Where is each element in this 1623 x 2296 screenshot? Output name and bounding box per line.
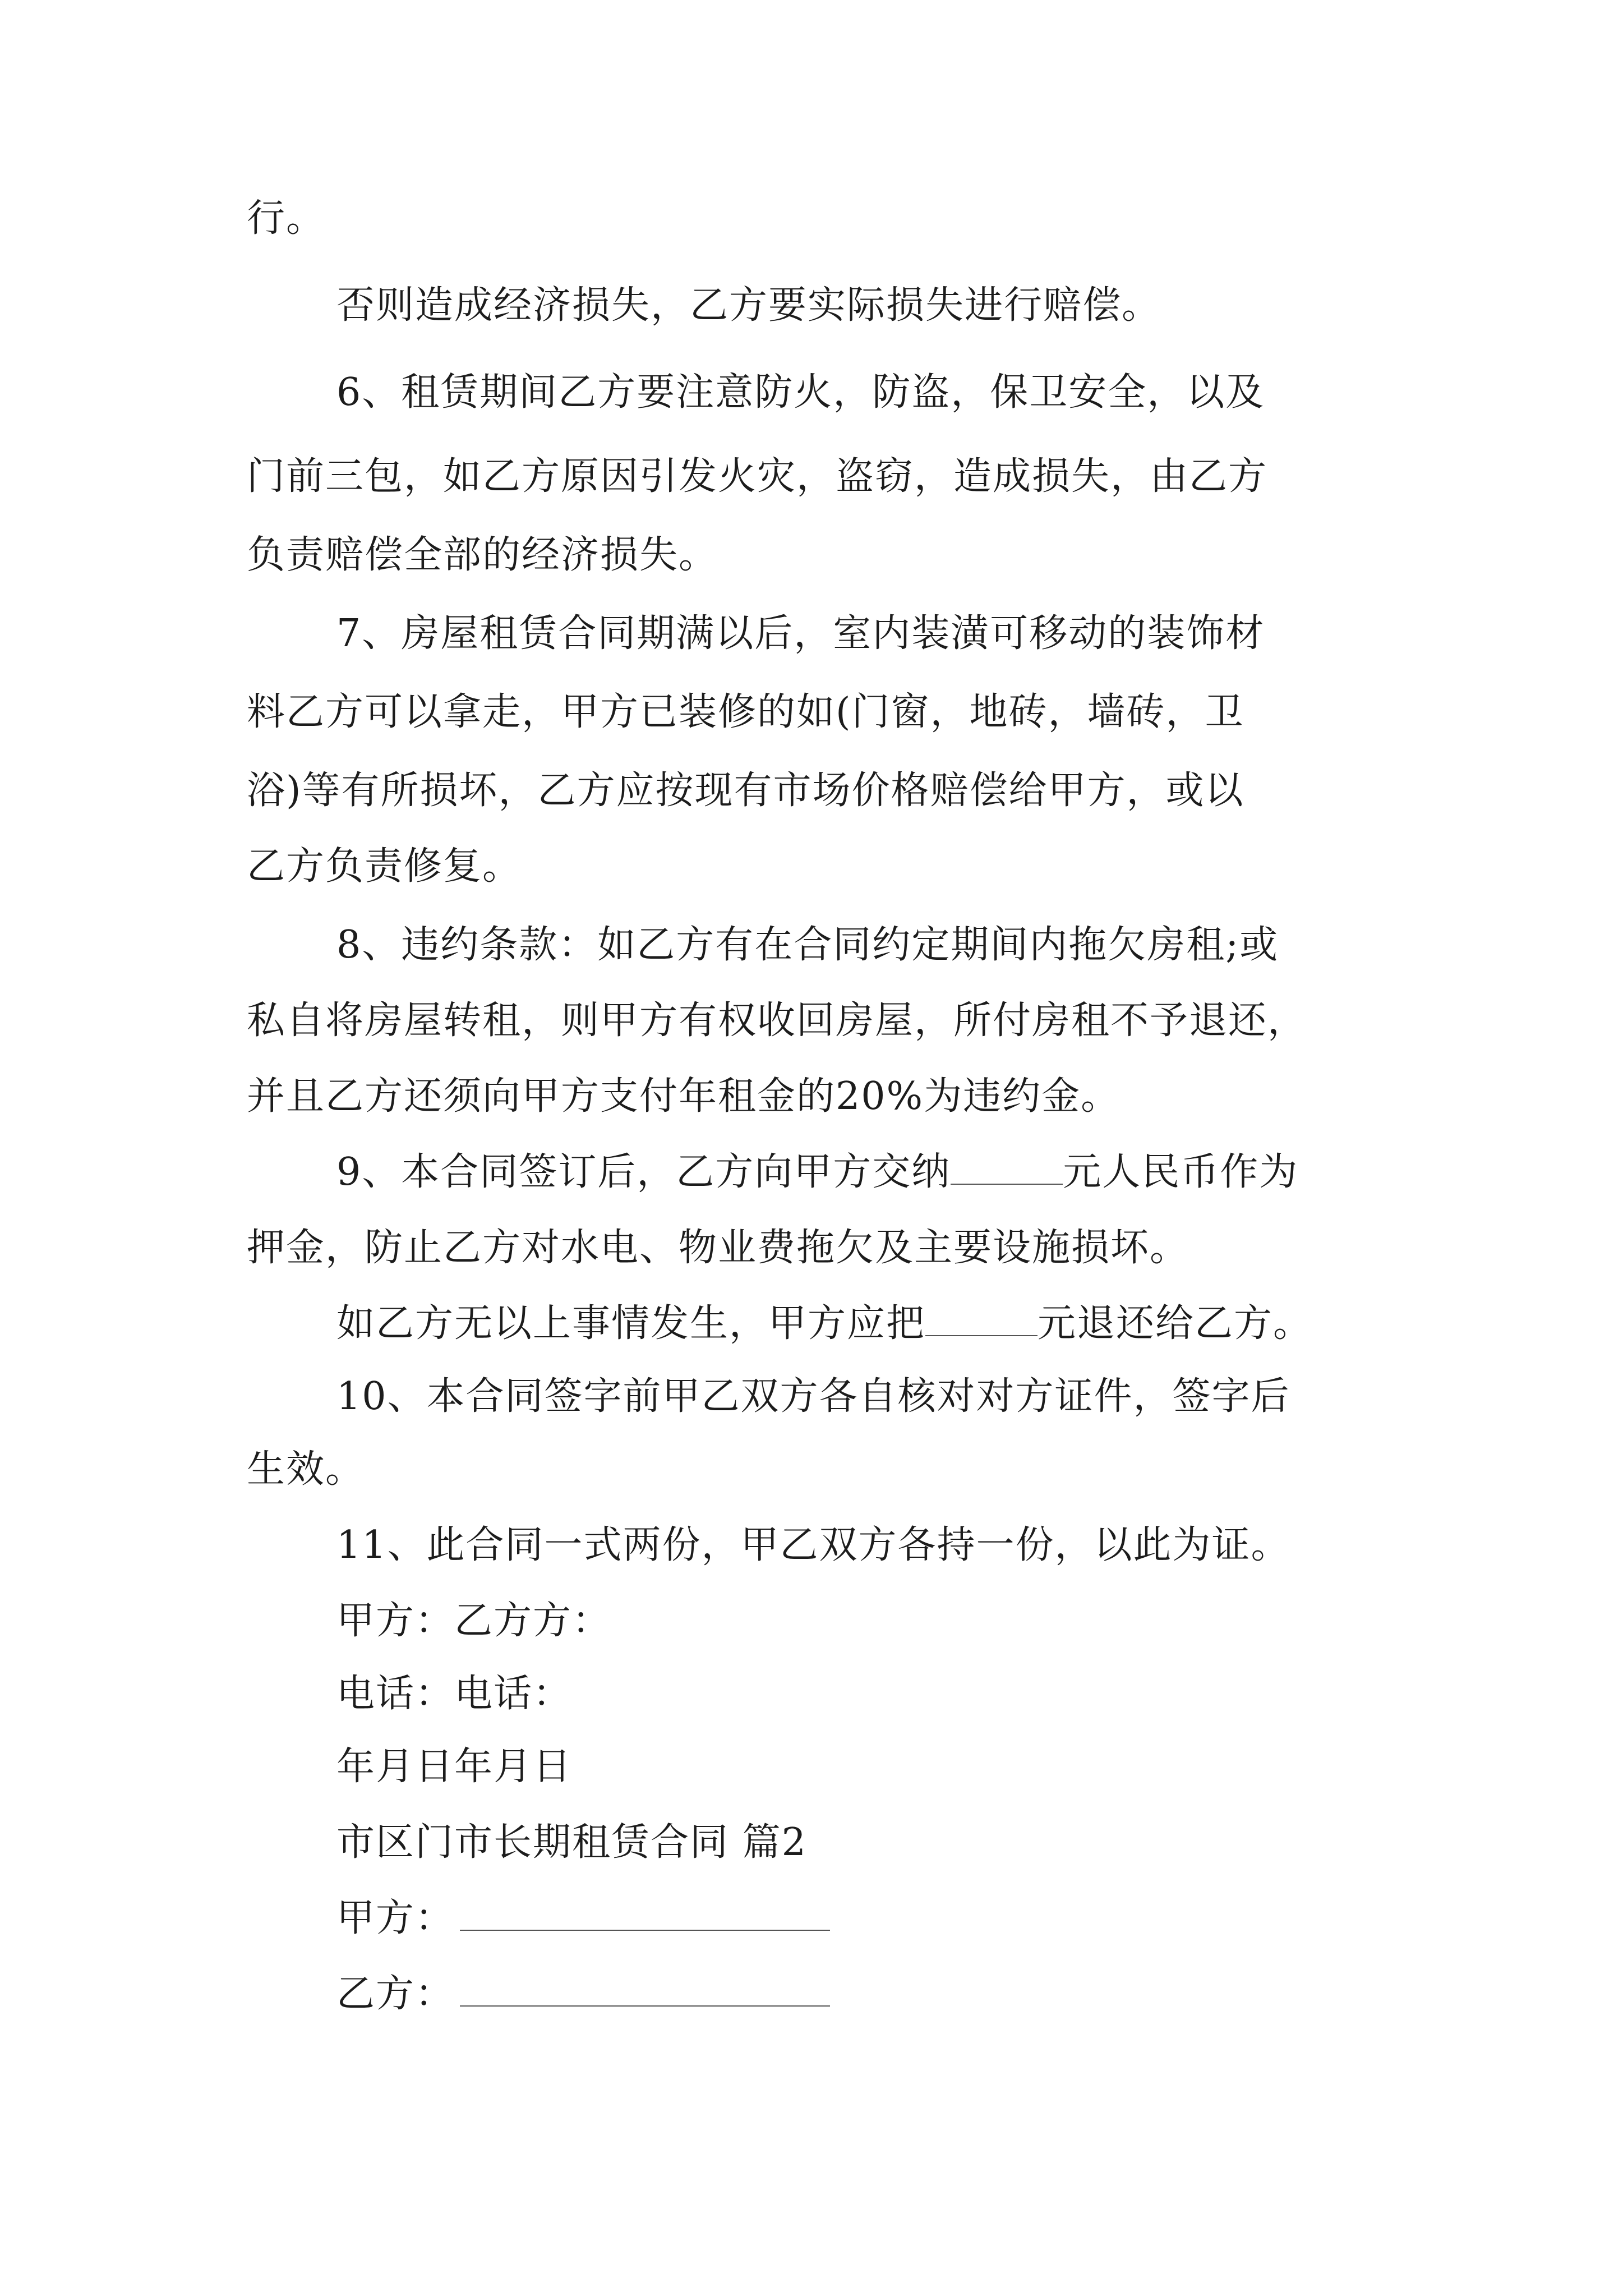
clause-7: 7、房屋租赁合同期满以后，室内装潢可移动的装饰材	[336, 611, 1265, 656]
text-line: 乙方负责修复。	[247, 844, 522, 889]
party-b-line	[336, 1969, 830, 2019]
text-line: 行。	[247, 196, 326, 241]
deposit-amount-blank	[951, 1150, 1063, 1185]
text-line: 料乙方可以拿走，甲方已装修的如(门窗，地砖，墙砖，卫	[247, 690, 1244, 734]
clause-6: 6、租赁期间乙方要注意防火，防盗，保卫安全，以及	[336, 370, 1265, 415]
refund-text: 如乙方无以上事情发生，甲方应把	[336, 1301, 926, 1346]
party-a-blank	[460, 1896, 830, 1931]
text-line: 否则造成经济损失，乙方要实际损失进行赔偿。	[336, 283, 1161, 328]
signature-parties: 甲方：乙方方：	[336, 1599, 612, 1643]
text-line: 浴)等有所损坏，乙方应按现有市场价格赔偿给甲方，或以	[247, 769, 1244, 813]
text-line: 押金，防止乙方对水电、物业费拖欠及主要设施损坏。	[247, 1226, 1189, 1270]
clause-9-text-end: 元人民币作为	[1063, 1150, 1299, 1194]
party-a-line	[336, 1893, 830, 1944]
clause-11: 11、此合同一式两份，甲乙双方各持一份，以此为证。	[336, 1523, 1290, 1567]
signature-phones: 电话：电话：	[336, 1672, 573, 1716]
refund-amount-blank	[925, 1301, 1038, 1336]
signature-dates: 年月日年月日	[336, 1745, 573, 1789]
text-line: 生效。	[247, 1447, 365, 1492]
clause-9	[336, 1147, 1298, 1198]
clause-10: 10、本合同签字前甲乙双方各自核对对方证件，签字后	[336, 1374, 1290, 1419]
section-title: 市区门市长期租赁合同 篇2	[336, 1820, 807, 1865]
text-line: 私自将房屋转租，则甲方有权收回房屋，所付房租不予退还，	[247, 999, 1307, 1043]
party-b-blank	[460, 1972, 830, 2007]
party-b-label: 乙方：	[336, 1972, 455, 2016]
clause-9-text: 9、本合同签订后，乙方向甲方交纳	[336, 1150, 951, 1194]
clause-8: 8、违约条款：如乙方有在合同约定期间内拖欠房租;或	[336, 923, 1279, 967]
text-line: 门前三包，如乙方原因引发火灾，盗窃，造成损失，由乙方	[247, 454, 1268, 499]
text-line: 负责赔偿全部的经济损失。	[247, 533, 718, 577]
refund-line	[336, 1299, 1312, 1349]
refund-text-end: 元退还给乙方。	[1038, 1301, 1313, 1346]
party-a-label: 甲方：	[336, 1896, 455, 1940]
text-line: 并且乙方还须向甲方支付年租金的20%为违约金。	[247, 1074, 1121, 1119]
